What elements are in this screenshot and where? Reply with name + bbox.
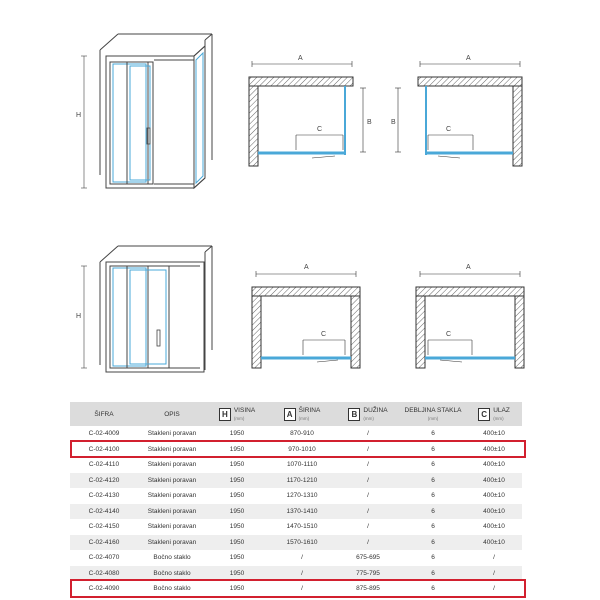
cell-debljina: 6: [431, 492, 435, 500]
cell-sirina: 1370-1410: [268, 504, 336, 520]
label-a-4: A: [466, 264, 471, 271]
table-row: [70, 581, 522, 597]
cell-ulaz: 400±10: [466, 473, 522, 489]
header-ulaz-label: ULAZ: [493, 406, 510, 414]
cell-ulaz: 400±10: [483, 430, 505, 438]
cell-debljina: 6: [431, 523, 435, 531]
table-row: [70, 442, 522, 458]
cell-opis: Stakleni poravan: [147, 461, 197, 469]
label-c-1: C: [317, 126, 323, 133]
cell-sifra: C-02-4080: [70, 566, 138, 582]
cell-ulaz: /: [493, 554, 495, 562]
label-a-3: A: [304, 264, 309, 271]
cell-opis: Stakleni poravan: [147, 492, 197, 500]
cell-visina: 1950: [229, 430, 245, 438]
cell-debljina: 6: [400, 442, 466, 458]
cell-visina: 1950: [206, 566, 268, 582]
header-sirina: [268, 402, 336, 426]
cell-debljina: 6: [400, 581, 466, 597]
cell-duzina: /: [336, 535, 400, 551]
cell-sirina: /: [301, 554, 303, 562]
letter-box-h: H: [219, 408, 231, 421]
cell-opis: Stakleni poravan: [138, 473, 206, 489]
cell-sifra: C-02-4090: [70, 581, 138, 597]
cell-sirina: 1570-1610: [268, 535, 336, 551]
cell-opis: Stakleni poravan: [138, 442, 206, 458]
cell-duzina: /: [336, 442, 400, 458]
label-h-1: H: [76, 112, 82, 119]
cell-ulaz: 400±10: [466, 442, 522, 458]
cell-debljina: 6: [431, 430, 435, 438]
table-row: [70, 473, 522, 489]
label-c-3: C: [321, 331, 327, 338]
label-c-4: C: [446, 331, 452, 338]
cell-ulaz: 400±10: [466, 504, 522, 520]
cell-duzina: 875-895: [336, 581, 400, 597]
cell-ulaz: /: [466, 566, 522, 582]
cell-duzina: /: [367, 430, 369, 438]
cell-debljina: 6: [400, 566, 466, 582]
cell-opis: Bočno staklo: [138, 581, 206, 597]
header-debljina-label: DEBLJINA STAKLA: [404, 406, 462, 414]
corner-plan-view-1: [249, 61, 366, 166]
corner-plan-view-2: [395, 61, 522, 166]
header-debljina-unit: (mm): [427, 415, 439, 421]
cell-sifra: C-02-4140: [70, 504, 138, 520]
cell-sirina: 1270-1310: [286, 492, 318, 500]
label-c-2: C: [446, 126, 452, 133]
cell-opis: Bočno staklo: [138, 566, 206, 582]
cell-opis: Stakleni poravan: [138, 504, 206, 520]
header-duzina-label: DUŽINA: [363, 406, 388, 414]
cell-opis: Bočno staklo: [153, 554, 191, 562]
cell-sifra: C-02-4110: [88, 461, 120, 469]
cell-visina: 1950: [206, 504, 268, 520]
cell-opis: Stakleni poravan: [138, 535, 206, 551]
cell-duzina: 775-795: [336, 566, 400, 582]
cell-sirina: 1070-1110: [286, 461, 318, 469]
cell-duzina: 675-695: [356, 554, 380, 562]
cell-opis: Stakleni poravan: [147, 523, 197, 531]
header-visina: [206, 402, 268, 426]
table-header-row: [70, 402, 522, 426]
header-visina-unit: (mm): [233, 415, 245, 421]
cell-sirina: 1170-1210: [268, 473, 336, 489]
label-h-2: H: [76, 313, 82, 320]
cell-sirina: /: [268, 566, 336, 582]
header-visina-label: VISINA: [233, 406, 256, 414]
table-row: [70, 550, 522, 566]
table-row: [70, 504, 522, 520]
cell-visina: 1950: [229, 523, 245, 531]
cell-ulaz: 400±10: [483, 492, 505, 500]
cell-visina: 1950: [229, 492, 245, 500]
cell-ulaz: 400±10: [483, 523, 505, 531]
table-row: [70, 426, 522, 442]
header-sirina-unit: (mm): [298, 415, 310, 421]
cell-visina: 1950: [206, 581, 268, 597]
letter-box-b: B: [348, 408, 360, 421]
cell-duzina: /: [367, 461, 369, 469]
cell-debljina: 6: [400, 535, 466, 551]
cell-sirina: /: [268, 581, 336, 597]
recess-enclosure-3d: [81, 246, 212, 372]
cell-sifra: C-02-4150: [88, 523, 120, 531]
table-row: [70, 457, 522, 473]
header-debljina: [400, 402, 466, 426]
header-sifra: ŠIFRA: [70, 402, 138, 426]
cell-ulaz: 400±10: [466, 535, 522, 551]
cell-ulaz: /: [466, 581, 522, 597]
cell-sifra: C-02-4100: [70, 442, 138, 458]
table-row: [70, 519, 522, 535]
cell-duzina: /: [367, 523, 369, 531]
cell-duzina: /: [336, 473, 400, 489]
cell-duzina: /: [367, 492, 369, 500]
table-body: [70, 426, 522, 597]
recess-plan-view-1: [252, 271, 360, 368]
recess-plan-view-2: [416, 271, 524, 368]
cell-visina: 1950: [229, 461, 245, 469]
cell-debljina: 6: [400, 504, 466, 520]
cell-sifra: C-02-4070: [88, 554, 120, 562]
header-duzina-unit: (mm): [363, 415, 374, 421]
cell-sifra: C-02-4009: [88, 430, 120, 438]
table-row: [70, 488, 522, 504]
cell-sirina: 1470-1510: [286, 523, 318, 531]
corner-enclosure-3d: [81, 34, 212, 188]
header-duzina: [336, 402, 400, 426]
table-row: [70, 566, 522, 582]
table-row: [70, 535, 522, 551]
cell-visina: 1950: [206, 535, 268, 551]
label-a-1: A: [298, 55, 303, 62]
cell-ulaz: 400±10: [483, 461, 505, 469]
header-opis: OPIS: [138, 402, 206, 426]
cell-sirina: 870-910: [290, 430, 314, 438]
cell-debljina: 6: [431, 461, 435, 469]
cell-duzina: /: [336, 504, 400, 520]
header-ulaz: [466, 402, 522, 426]
cell-sifra: C-02-4130: [88, 492, 120, 500]
cell-visina: 1950: [206, 442, 268, 458]
cell-sirina: 970-1010: [268, 442, 336, 458]
letter-box-a: A: [284, 408, 296, 421]
header-sirina-label: ŠIRINA: [298, 406, 321, 414]
cell-sifra: C-02-4160: [70, 535, 138, 551]
spec-table: [70, 402, 522, 597]
label-b-1: B: [367, 119, 372, 126]
label-b-2: B: [391, 119, 396, 126]
label-a-2: A: [466, 55, 471, 62]
cell-visina: 1950: [206, 473, 268, 489]
cell-opis: Stakleni poravan: [147, 430, 197, 438]
cell-debljina: 6: [400, 473, 466, 489]
header-ulaz-unit: (mm): [493, 415, 504, 421]
cell-visina: 1950: [229, 554, 245, 562]
cell-debljina: 6: [431, 554, 435, 562]
letter-box-c: C: [478, 408, 490, 421]
cell-sifra: C-02-4120: [70, 473, 138, 489]
